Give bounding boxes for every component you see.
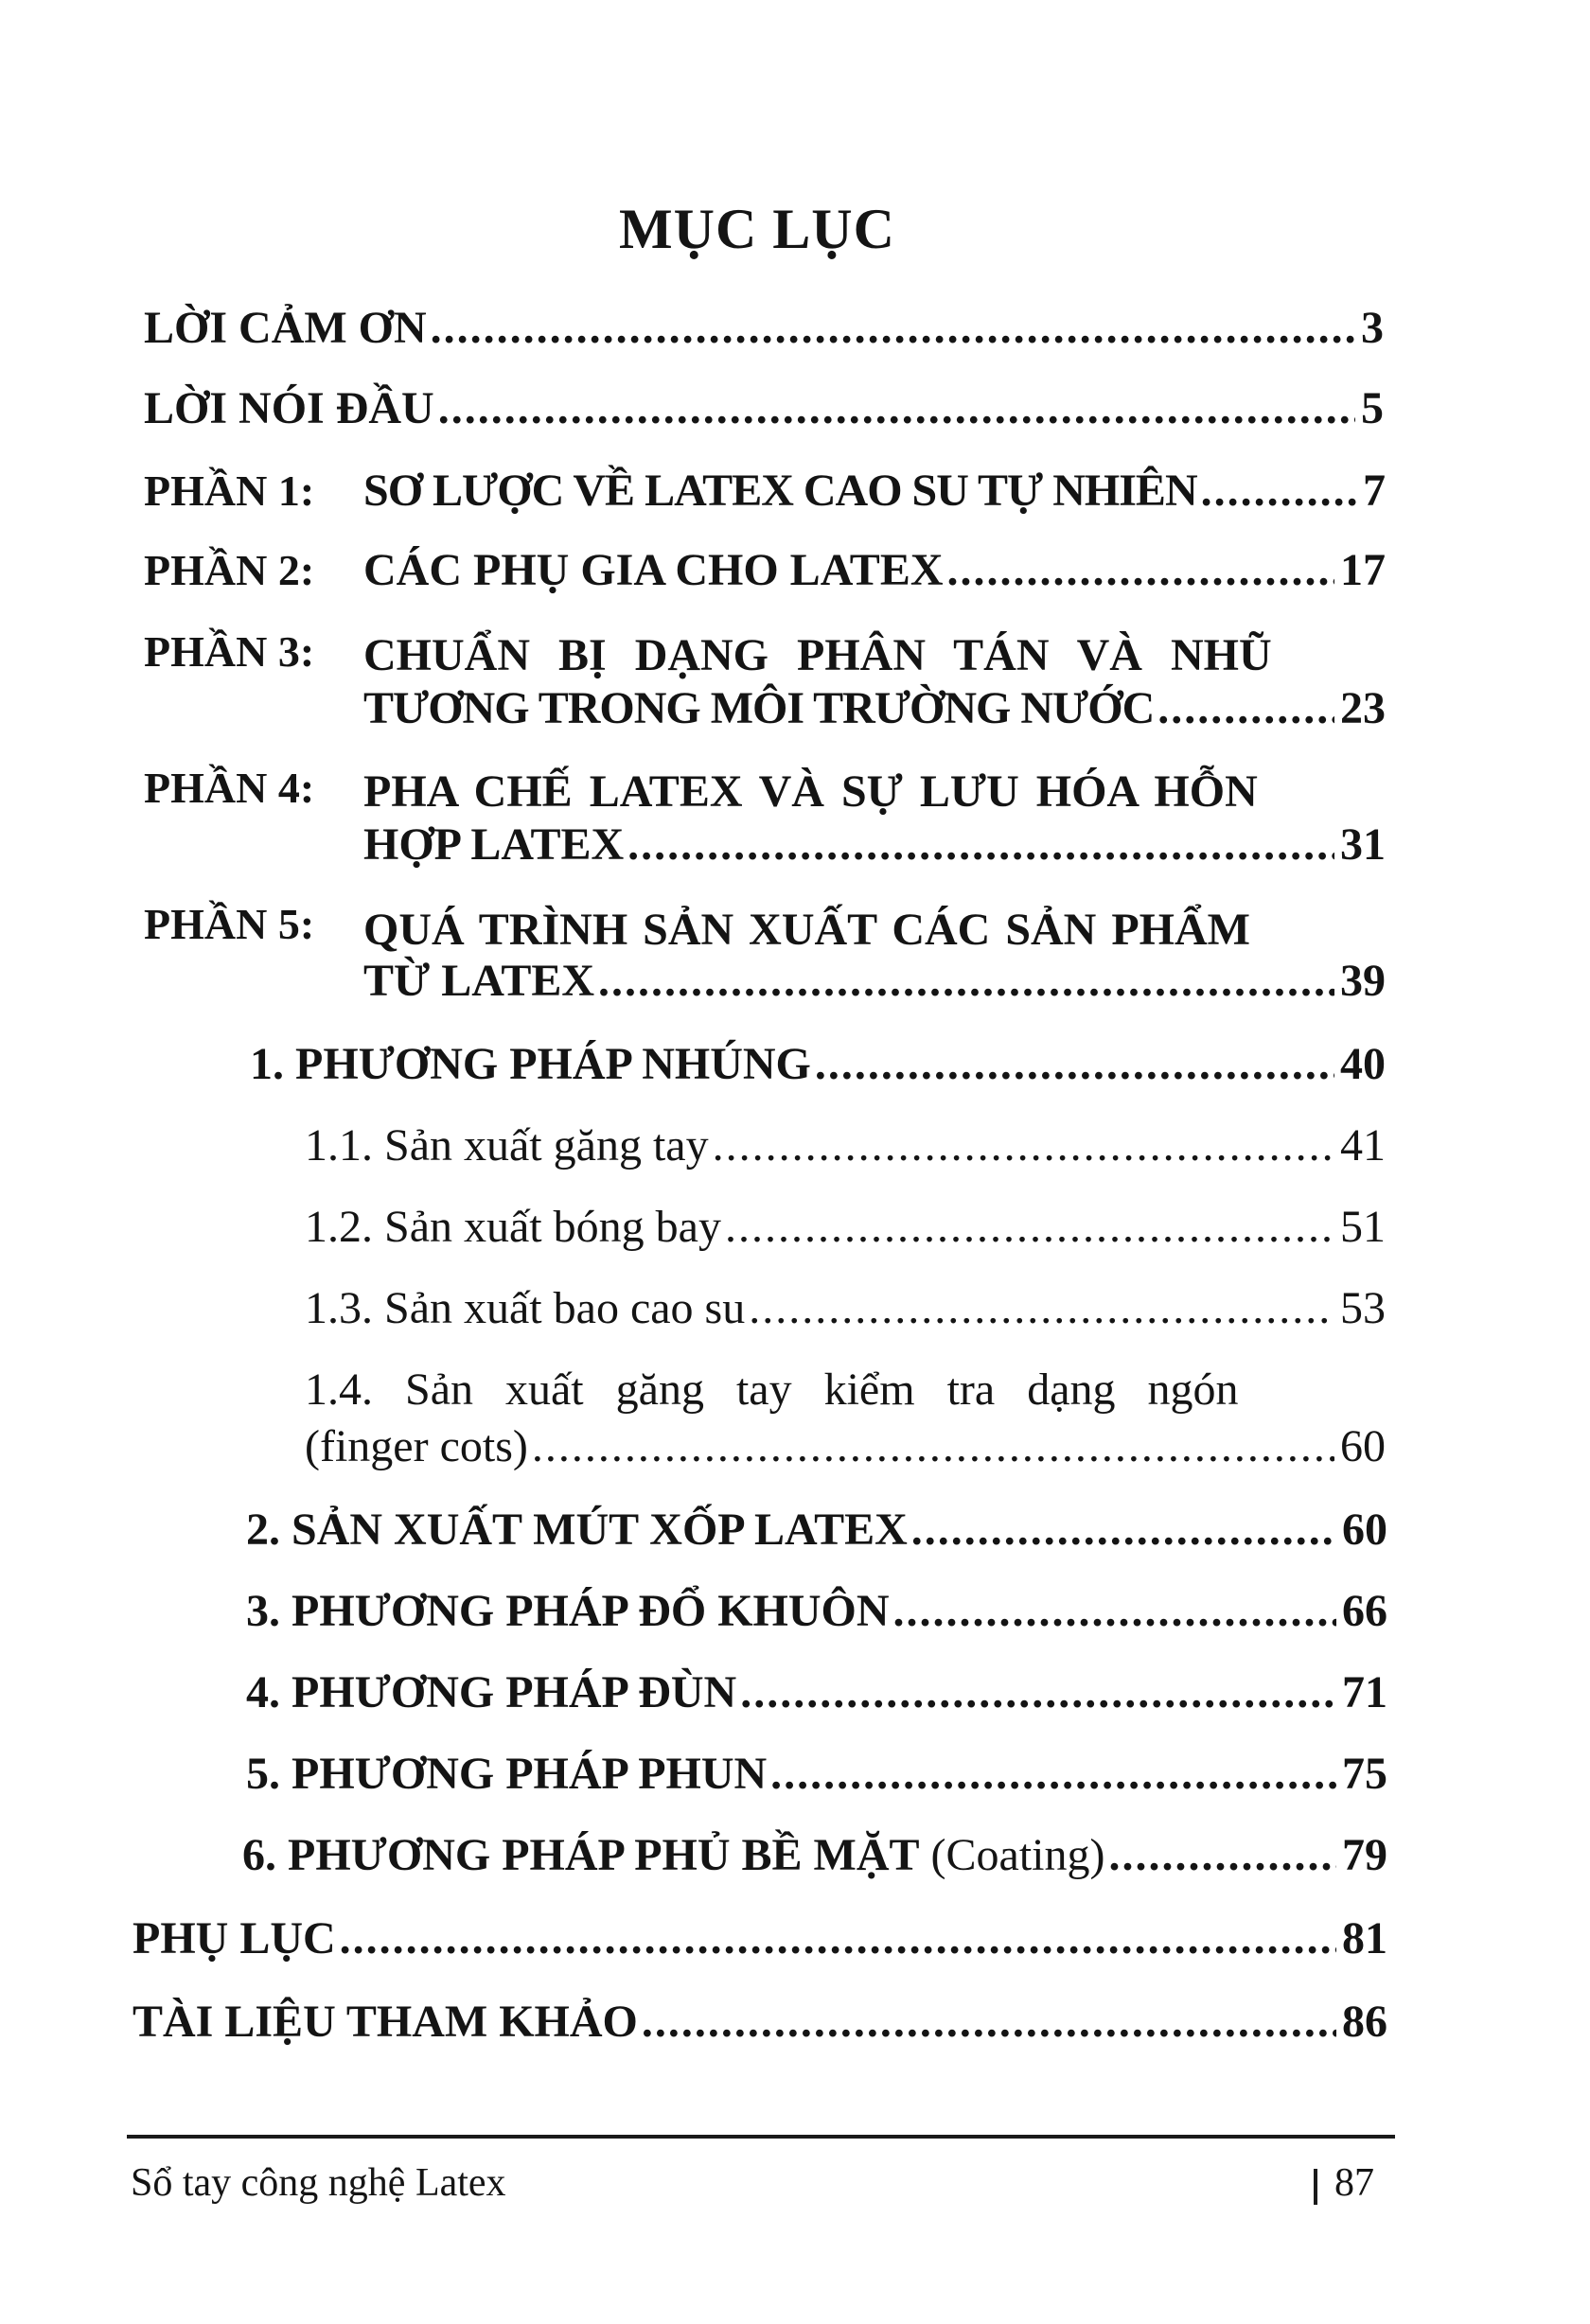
- toc-entry-page: 79: [1342, 1830, 1387, 1880]
- dot-leader: [893, 1584, 1336, 1639]
- toc-entry-page: 3: [1361, 303, 1384, 353]
- toc-section-5: [246, 1747, 1387, 1802]
- toc-entry-page: 75: [1342, 1749, 1387, 1799]
- toc-entry-text: 1.1. Sản xuất găng tay: [305, 1120, 709, 1171]
- toc-entry-page: 60: [1340, 1421, 1386, 1471]
- toc-entry-text: 1.2. Sản xuất bóng bay: [305, 1202, 721, 1252]
- toc-entry-text: LỜI CẢM ƠN: [144, 303, 427, 353]
- toc-entry-text: 1.4. Sản xuất găng tay kiểm tra dạng ngón: [305, 1364, 1239, 1415]
- toc-entry-text: LỜI NÓI ĐẦU: [144, 383, 434, 433]
- dot-leader: [749, 1281, 1334, 1336]
- toc-entry-page: 71: [1342, 1667, 1387, 1717]
- toc-entry-text: TƯƠNG TRONG MÔI TRƯỜNG NƯỚC: [363, 683, 1155, 733]
- toc-entry-page: 17: [1340, 545, 1386, 595]
- toc-entry-page: 23: [1340, 683, 1386, 733]
- toc-entry-page: 31: [1340, 819, 1386, 870]
- toc-entry-text: 1. PHƯƠNG PHÁP NHÚNG: [250, 1039, 811, 1089]
- part-label: PHẦN 1:: [144, 467, 315, 515]
- toc-subsection-1-1: [305, 1118, 1386, 1173]
- toc-part-1: [363, 464, 1386, 519]
- page-title: MỤC LỤC: [619, 198, 895, 260]
- toc-section-4: [246, 1665, 1387, 1720]
- dot-leader: [627, 818, 1334, 872]
- toc-part-2: [363, 543, 1386, 598]
- dot-leader: [815, 1037, 1334, 1092]
- dot-leader: [770, 1747, 1336, 1802]
- toc-entry-text: 6. PHƯƠNG PHÁP PHỦ BỀ MẶT: [242, 1830, 920, 1880]
- footer-separator: [1314, 2169, 1317, 2205]
- dot-leader: [740, 1665, 1336, 1720]
- footer-rule: [127, 2135, 1395, 2139]
- dot-leader: [947, 543, 1335, 598]
- toc-entry-loi-noi-dau: [144, 381, 1384, 436]
- footer-page-number: 87: [1334, 2161, 1374, 2205]
- toc-entry-loi-cam-on: [144, 301, 1384, 356]
- toc-part-3: [363, 681, 1386, 736]
- toc-entry-page: 7: [1363, 466, 1386, 516]
- toc-entry-page: 51: [1340, 1202, 1386, 1252]
- toc-entry-tai-lieu-tham-khao: [132, 1995, 1387, 2050]
- toc-entry-phu-luc: [132, 1911, 1387, 1966]
- toc-entry-text: (finger cots): [305, 1421, 528, 1471]
- toc-entry-text: SƠ LƯỢC VỀ LATEX CAO SU TỰ NHIÊN: [363, 466, 1197, 516]
- toc-part-4: [363, 818, 1386, 872]
- toc-entry-page: 86: [1342, 1997, 1387, 2047]
- toc-entry-text: TỪ LATEX: [363, 956, 595, 1006]
- toc-part-4-line-1: [363, 765, 1291, 819]
- toc-section-1: [250, 1037, 1386, 1092]
- part-label: PHẦN 2:: [144, 546, 315, 594]
- footer-book-title: Sổ tay công nghệ Latex: [131, 2161, 506, 2205]
- toc-entry-text: CÁC PHỤ GIA CHO LATEX: [363, 545, 944, 595]
- part-label: PHẦN 5:: [144, 900, 315, 948]
- dot-leader: [725, 1200, 1334, 1255]
- dot-leader: [431, 301, 1355, 356]
- toc-entry-text: TÀI LIỆU THAM KHẢO: [132, 1997, 638, 2047]
- toc-section-3: [246, 1584, 1387, 1639]
- toc-subsection-1-4-line-1: [305, 1363, 1293, 1417]
- toc-entry-text: 5. PHƯƠNG PHÁP PHUN: [246, 1749, 768, 1799]
- toc-entry-text: PHỤ LỤC: [132, 1913, 336, 1963]
- toc-section-2: [246, 1503, 1387, 1558]
- toc-entry-page: 66: [1342, 1586, 1387, 1636]
- dot-leader: [598, 954, 1334, 1009]
- toc-entry-text: 1.3. Sản xuất bao cao su: [305, 1283, 746, 1333]
- dot-leader: [1157, 681, 1334, 736]
- dot-leader: [532, 1419, 1334, 1474]
- toc-entry-text: 3. PHƯƠNG PHÁP ĐỔ KHUÔN: [246, 1586, 890, 1636]
- toc-entry-text: QUÁ TRÌNH SẢN XUẤT CÁC SẢN PHẨM: [363, 905, 1250, 955]
- toc-entry-text: 4. PHƯƠNG PHÁP ĐÙN: [246, 1667, 737, 1717]
- toc-entry-page: 81: [1342, 1913, 1387, 1963]
- dot-leader: [911, 1503, 1336, 1558]
- dot-leader: [1109, 1828, 1337, 1883]
- dot-leader: [438, 381, 1355, 436]
- toc-part-3-line-1: [363, 628, 1291, 683]
- toc-entry-page: 5: [1361, 383, 1384, 433]
- dot-leader: [1201, 464, 1357, 519]
- toc-entry-text: PHA CHẾ LATEX VÀ SỰ LƯU HÓA HỖN: [363, 766, 1258, 817]
- toc-entry-page: 41: [1340, 1120, 1386, 1171]
- toc-part-5-line-1: [363, 903, 1291, 958]
- dot-leader: [642, 1995, 1336, 2050]
- part-label: PHẦN 3:: [144, 627, 315, 676]
- toc-entry-page: 39: [1340, 956, 1386, 1006]
- toc-section-6: [242, 1828, 1387, 1883]
- toc-part-5: [363, 954, 1386, 1009]
- toc-entry-page: 40: [1340, 1039, 1386, 1089]
- toc-subsection-1-3: [305, 1281, 1386, 1336]
- toc-entry-text: HỢP LATEX: [363, 819, 625, 870]
- toc-entry-page: 53: [1340, 1283, 1386, 1333]
- toc-entry-page: 60: [1342, 1505, 1387, 1555]
- toc-subsection-1-2: [305, 1200, 1386, 1255]
- dot-leader: [340, 1911, 1336, 1966]
- part-label: PHẦN 4:: [144, 764, 315, 812]
- dot-leader: [713, 1118, 1334, 1173]
- toc-entry-text: CHUẨN BỊ DẠNG PHÂN TÁN VÀ NHŨ: [363, 630, 1272, 680]
- toc-subsection-1-4: [305, 1419, 1386, 1474]
- toc-entry-text: 2. SẢN XUẤT MÚT XỐP LATEX: [246, 1505, 908, 1555]
- toc-entry-extra: (Coating): [930, 1830, 1105, 1880]
